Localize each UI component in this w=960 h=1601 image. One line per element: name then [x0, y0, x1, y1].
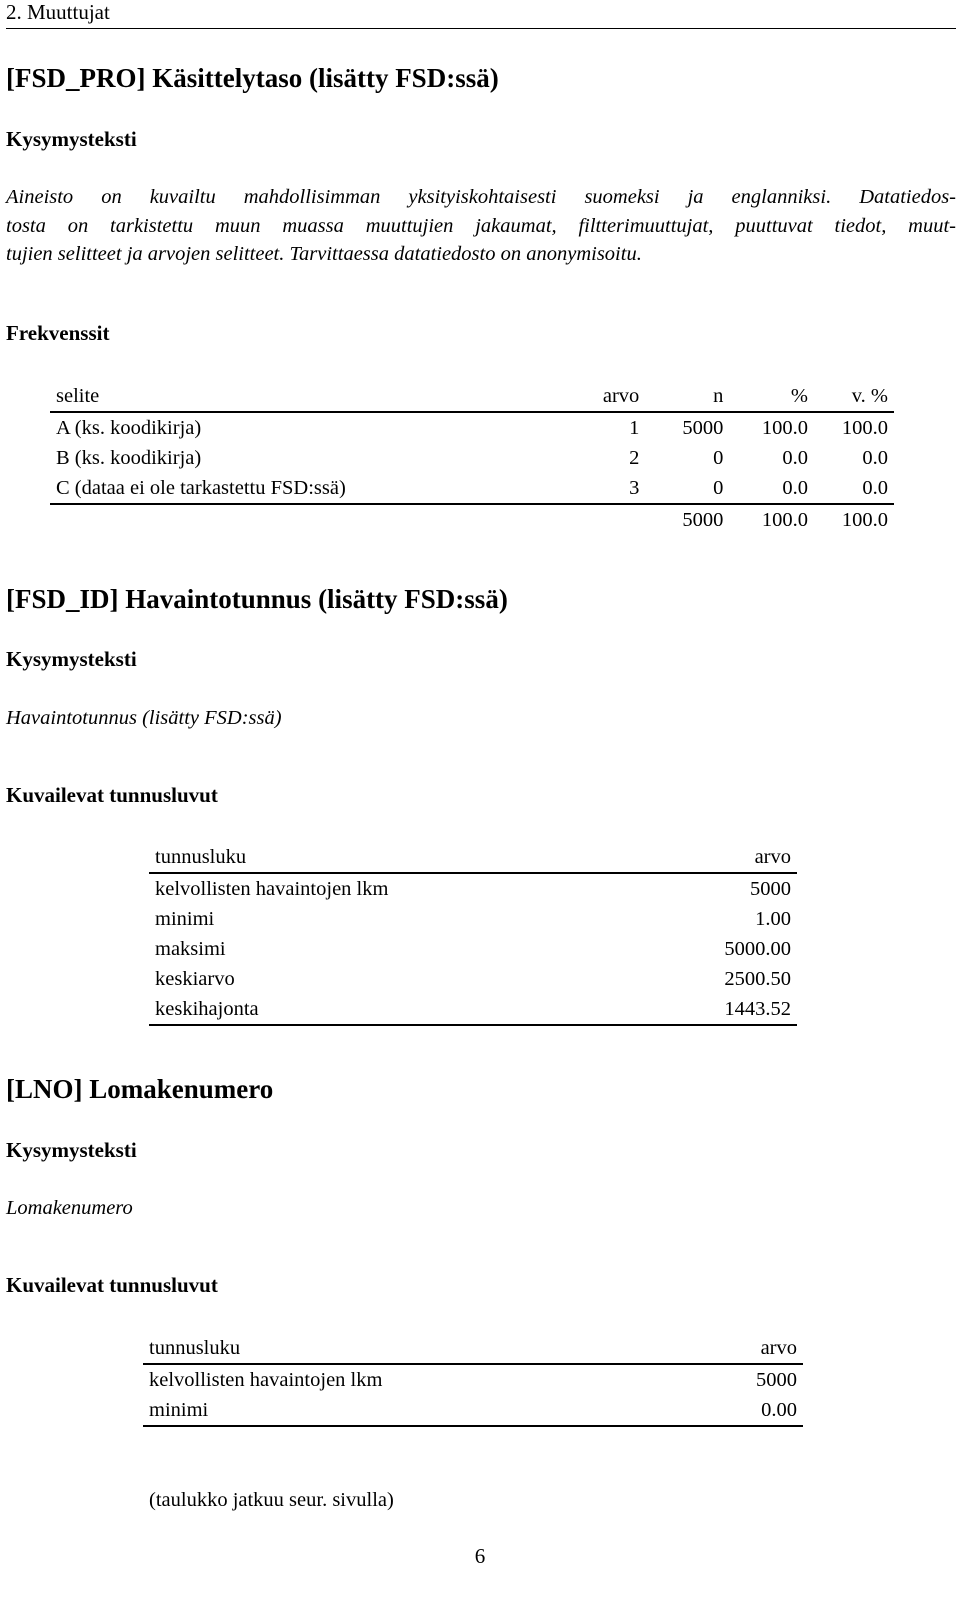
table-cell: C (dataa ei ole tarkastettu FSD:ssä) — [50, 473, 581, 504]
table-continued-note: (taulukko jatkuu seur. sivulla) — [149, 1489, 394, 1511]
variable-title-fsd-pro: [FSD_PRO] Käsittelytaso (lisätty FSD:ssä) — [6, 63, 499, 93]
column-header: tunnusluku — [143, 1333, 686, 1364]
table-cell: 5000.00 — [724, 938, 791, 960]
table-header-row — [143, 1333, 803, 1364]
column-header: arvo — [640, 842, 797, 873]
descriptive-stats-heading: Kuvailevat tunnusluvut — [6, 783, 218, 807]
frequency-table — [50, 381, 894, 535]
question-text-line: tujien selitteet ja arvojen selitteet. Tarvittaessa datatiedosto on anonymisoitu. — [6, 243, 642, 265]
header-rule — [6, 28, 956, 29]
table-row — [50, 443, 894, 473]
running-header: 2. Muuttujat — [6, 0, 110, 24]
table-cell: 1443.52 — [640, 994, 797, 1025]
table-cell: A (ks. koodikirja) — [56, 417, 202, 439]
table-row — [149, 904, 797, 934]
column-header: % — [729, 381, 814, 412]
table-cell: 0 — [713, 447, 724, 469]
table-cell: keskiarvo — [155, 968, 235, 990]
table-cell: 5000 — [682, 417, 724, 439]
table-row — [50, 473, 894, 504]
descriptive-stats-table — [149, 842, 797, 1026]
question-text — [6, 183, 956, 269]
table-cell: 1 — [629, 417, 640, 439]
table-cell — [50, 504, 581, 535]
table-cell: keskihajonta — [149, 994, 640, 1025]
table-cell: 3 — [581, 473, 646, 504]
column-header: v. % — [814, 381, 894, 412]
table-cell: 5000 — [682, 509, 724, 531]
table-cell: 2 — [629, 447, 640, 469]
table-cell: kelvollisten havaintojen lkm — [155, 878, 389, 900]
table-row — [149, 964, 797, 994]
question-text-line: tosta on tarkistettu muun muassa muuttujien jakaumat, filtterimuuttujat, puuttuvat tiedot, muut- — [6, 214, 956, 237]
table-cell: 2500.50 — [724, 968, 791, 990]
table-cell: kelvollisten havaintojen lkm — [149, 1369, 383, 1391]
table-header-row — [50, 381, 894, 412]
descriptive-stats-table — [143, 1333, 803, 1427]
page-number: 6 — [474, 1544, 486, 1568]
table-header-row — [149, 842, 797, 873]
variable-title-lno: [LNO] Lomakenumero — [6, 1074, 274, 1104]
frequency-heading: Frekvenssit — [6, 321, 110, 345]
column-header: selite — [50, 381, 581, 412]
table-cell: 0.0 — [729, 473, 814, 504]
table-cell: maksimi — [155, 938, 226, 960]
question-text: Havaintotunnus (lisätty FSD:ssä) — [6, 707, 282, 729]
question-heading: Kysymysteksti — [6, 647, 137, 671]
table-row — [149, 873, 797, 904]
column-header: n — [645, 381, 729, 412]
table-cell: 0.0 — [862, 447, 888, 469]
table-cell: 0.00 — [686, 1395, 803, 1426]
table-row — [149, 994, 797, 1025]
question-text: Lomakenumero — [6, 1197, 133, 1219]
table-cell: 1.00 — [755, 908, 791, 930]
table-row — [143, 1395, 803, 1426]
question-heading: Kysymysteksti — [6, 1138, 137, 1162]
table-row — [149, 934, 797, 964]
table-cell: 0 — [645, 473, 729, 504]
table-cell: 0.0 — [814, 473, 894, 504]
column-header: arvo — [686, 1333, 803, 1364]
table-cell: minimi — [155, 908, 215, 930]
table-cell: 100.0 — [841, 509, 888, 531]
table-cell: 0.0 — [782, 447, 808, 469]
table-cell: 5000 — [756, 1369, 797, 1391]
column-header: tunnusluku — [149, 842, 640, 873]
variable-title-fsd-id: [FSD_ID] Havaintotunnus (lisätty FSD:ssä) — [6, 584, 508, 614]
table-row — [50, 412, 894, 443]
descriptive-stats-heading: Kuvailevat tunnusluvut — [6, 1273, 218, 1297]
question-heading: Kysymysteksti — [6, 127, 137, 151]
question-text-line: Aineisto on kuvailtu mahdollisimman yksityiskohtaisesti suomeksi ja englanniksi. Datatiedos- — [6, 186, 956, 208]
table-cell: minimi — [143, 1395, 686, 1426]
table-cell: B (ks. koodikirja) — [56, 447, 202, 469]
table-row — [143, 1364, 803, 1395]
table-cell: 100.0 — [761, 417, 808, 439]
table-cell — [581, 504, 646, 535]
table-cell: 100.0 — [761, 509, 808, 531]
table-cell: 100.0 — [841, 417, 888, 439]
table-total-row — [50, 504, 894, 535]
table-cell: 5000 — [750, 878, 791, 900]
column-header: arvo — [581, 381, 646, 412]
